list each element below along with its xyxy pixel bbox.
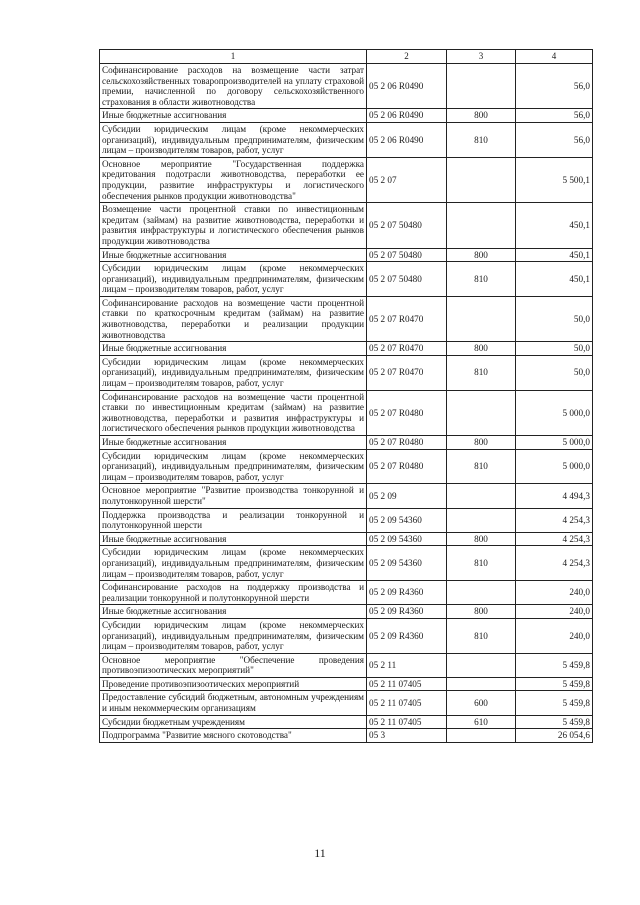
table-row [100,342,593,356]
budget-table-body [100,50,593,743]
row-expense-type: 810 [447,355,516,390]
row-code: 05 2 07 50480 [367,248,447,262]
row-amount: 50,0 [516,296,593,341]
row-name: Возмещение части процентной ставки по инвестиционным кредитам (займам) на развитие животноводства, переработки и развития инфраструктуры и логистического обеспечения рынков продукции животноводства [100,203,367,248]
table-row [100,436,593,450]
row-code: 05 2 07 R0480 [367,449,447,484]
row-name: Субсидии юридическим лицам (кроме некоммерческих организаций), индивидуальным предпринимателям, физическим лицам – производителям товаров, работ, услуг [100,262,367,297]
row-name: Основное мероприятие "Обеспечение проведения противоэпизоотических мероприятий" [100,653,367,677]
row-expense-type [447,653,516,677]
row-amount: 4 254,3 [516,508,593,532]
row-amount: 240,0 [516,618,593,653]
row-code: 05 2 09 54360 [367,546,447,581]
budget-table [99,49,593,743]
row-name: Софинансирование расходов на возмещение части процентной ставки по инвестиционным кредитам (займам) на развитие животноводства, переработки и развития инфраструктуры и логистического обеспечения рынков продукции животноводства [100,390,367,435]
row-expense-type [447,508,516,532]
row-code: 05 2 09 R4360 [367,581,447,605]
row-expense-type: 800 [447,605,516,619]
table-row [100,653,593,677]
row-amount: 56,0 [516,64,593,109]
table-row [100,262,593,297]
row-code: 05 2 07 50480 [367,262,447,297]
row-amount: 5 500,1 [516,157,593,202]
row-name: Иные бюджетные ассигнования [100,109,367,123]
row-code: 05 2 07 R0470 [367,296,447,341]
row-amount: 450,1 [516,203,593,248]
row-amount: 4 494,3 [516,484,593,508]
column-number: 1 [100,50,367,64]
table-row [100,390,593,435]
row-name: Софинансирование расходов на возмещение части затрат сельскохозяйственных товаропроизводителей на уплату страховой премии, начисленной по договору сельскохозяйственного страхования в области животноводства [100,64,367,109]
row-name: Подпрограмма "Развитие мясного скотоводства" [100,729,367,743]
row-code: 05 2 06 R0490 [367,122,447,157]
table-row [100,677,593,691]
row-code: 05 2 09 [367,484,447,508]
row-code: 05 2 07 R0480 [367,436,447,450]
row-name: Субсидии юридическим лицам (кроме некоммерческих организаций), индивидуальным предпринимателям, физическим лицам – производителям товаров, работ, услуг [100,122,367,157]
row-name: Проведение противоэпизоотических мероприятий [100,677,367,691]
row-name: Поддержка производства и реализации тонкорунной и полутонкорунной шерсти [100,508,367,532]
row-name: Предоставление субсидий бюджетным, автономным учреждениям и иным некоммерческим организациям [100,691,367,715]
row-code: 05 2 06 R0490 [367,109,447,123]
table-row [100,605,593,619]
row-amount: 4 254,3 [516,532,593,546]
row-expense-type: 800 [447,342,516,356]
row-amount: 5 000,0 [516,449,593,484]
row-expense-type: 800 [447,248,516,262]
row-expense-type [447,484,516,508]
row-name: Субсидии юридическим лицам (кроме некоммерческих организаций), индивидуальным предпринимателям, физическим лицам – производителям товаров, работ, услуг [100,449,367,484]
column-number-row [100,50,593,64]
row-expense-type: 600 [447,691,516,715]
row-code: 05 2 09 54360 [367,508,447,532]
row-name: Субсидии бюджетным учреждениям [100,715,367,729]
row-name: Софинансирование расходов на поддержку производства и реализации тонкорунной и полутонкорунной шерсти [100,581,367,605]
row-amount: 5 459,8 [516,691,593,715]
row-name: Софинансирование расходов на возмещение части процентной ставки по краткосрочным кредитам (займам) на развитие животноводства, переработки и реализации продукции животноводства [100,296,367,341]
table-row [100,618,593,653]
row-code: 05 2 11 [367,653,447,677]
row-code: 05 2 09 54360 [367,532,447,546]
row-expense-type: 810 [447,449,516,484]
table-row [100,122,593,157]
table-row [100,355,593,390]
row-expense-type [447,64,516,109]
row-amount: 5 000,0 [516,436,593,450]
row-expense-type [447,203,516,248]
table-row [100,691,593,715]
row-amount: 56,0 [516,122,593,157]
row-code: 05 2 07 50480 [367,203,447,248]
row-code: 05 2 07 R0480 [367,390,447,435]
row-name: Иные бюджетные ассигнования [100,436,367,450]
row-amount: 26 054,6 [516,729,593,743]
row-amount: 450,1 [516,262,593,297]
row-amount: 50,0 [516,355,593,390]
row-code: 05 2 09 R4360 [367,618,447,653]
row-expense-type: 800 [447,436,516,450]
row-code: 05 2 11 07405 [367,691,447,715]
table-row [100,581,593,605]
row-expense-type: 610 [447,715,516,729]
row-code: 05 2 07 [367,157,447,202]
row-amount: 50,0 [516,342,593,356]
row-name: Иные бюджетные ассигнования [100,532,367,546]
table-row [100,484,593,508]
row-code: 05 2 11 07405 [367,715,447,729]
column-number: 2 [367,50,447,64]
row-expense-type [447,296,516,341]
row-expense-type: 810 [447,122,516,157]
row-name: Иные бюджетные ассигнования [100,342,367,356]
row-amount: 5 459,8 [516,653,593,677]
row-expense-type [447,677,516,691]
row-amount: 56,0 [516,109,593,123]
row-expense-type: 800 [447,532,516,546]
row-amount: 240,0 [516,605,593,619]
column-number: 4 [516,50,593,64]
row-code: 05 2 07 R0470 [367,355,447,390]
page-number: 11 [314,846,326,860]
table-row [100,532,593,546]
row-expense-type: 810 [447,546,516,581]
row-name: Основное мероприятие "Развитие производства тонкорунной и полутонкорунной шерсти" [100,484,367,508]
row-name: Иные бюджетные ассигнования [100,605,367,619]
row-name: Субсидии юридическим лицам (кроме некоммерческих организаций), индивидуальным предпринимателям, физическим лицам – производителям товаров, работ, услуг [100,618,367,653]
row-expense-type [447,390,516,435]
column-number: 3 [447,50,516,64]
table-row [100,157,593,202]
row-expense-type: 800 [447,109,516,123]
table-row [100,203,593,248]
row-expense-type: 810 [447,262,516,297]
table-row [100,546,593,581]
table-row [100,449,593,484]
table-row [100,248,593,262]
table-row [100,109,593,123]
row-amount: 4 254,3 [516,546,593,581]
row-expense-type [447,581,516,605]
row-name: Иные бюджетные ассигнования [100,248,367,262]
row-amount: 450,1 [516,248,593,262]
row-expense-type [447,729,516,743]
row-amount: 5 000,0 [516,390,593,435]
row-amount: 240,0 [516,581,593,605]
table-row [100,729,593,743]
row-amount: 5 459,8 [516,677,593,691]
row-code: 05 2 09 R4360 [367,605,447,619]
table-row [100,715,593,729]
row-code: 05 2 07 R0470 [367,342,447,356]
row-amount: 5 459,8 [516,715,593,729]
row-name: Субсидии юридическим лицам (кроме некоммерческих организаций), индивидуальным предпринимателям, физическим лицам – производителям товаров, работ, услуг [100,546,367,581]
table-row [100,64,593,109]
row-name: Основное мероприятие "Государственная поддержка кредитования подотрасли животноводства, переработки ее продукции, развитие инфраструктуры и логистического обеспечения рынков продукции животноводства" [100,157,367,202]
row-expense-type [447,157,516,202]
table-row [100,508,593,532]
table-row [100,296,593,341]
row-name: Субсидии юридическим лицам (кроме некоммерческих организаций), индивидуальным предпринимателям, физическим лицам – производителям товаров, работ, услуг [100,355,367,390]
row-code: 05 2 11 07405 [367,677,447,691]
row-code: 05 2 06 R0490 [367,64,447,109]
row-expense-type: 810 [447,618,516,653]
row-code: 05 3 [367,729,447,743]
